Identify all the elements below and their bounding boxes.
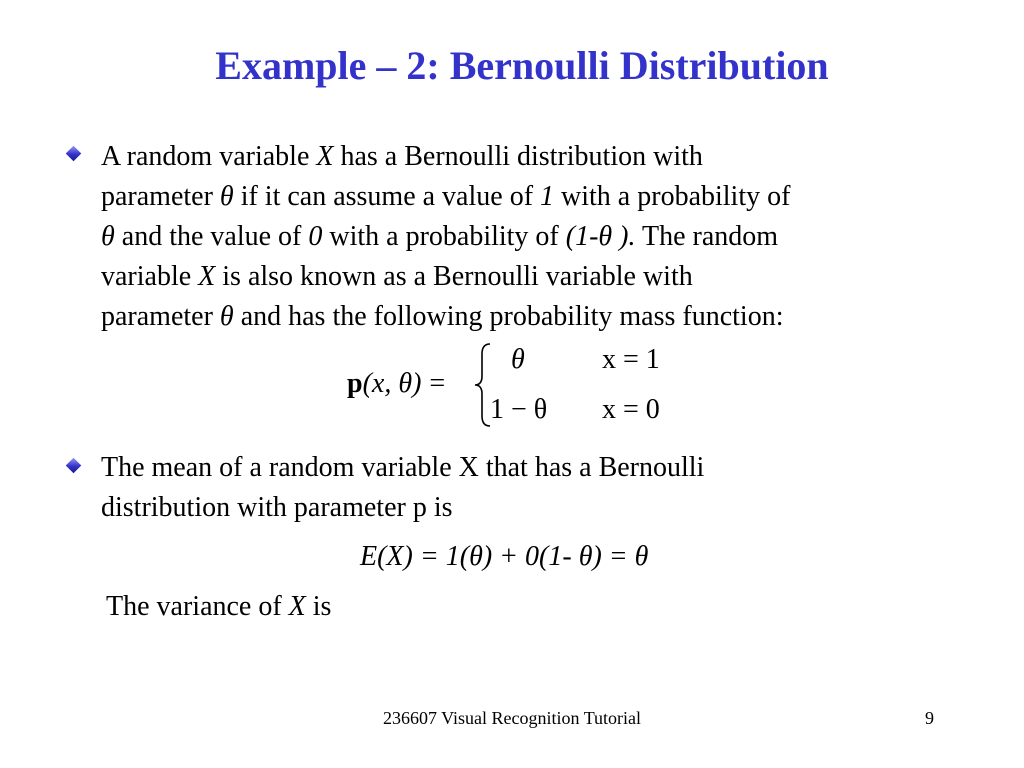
bullet1-line1 — [101, 137, 703, 177]
slide-title: Example – 2: Bernoulli Distribution — [215, 43, 829, 88]
text-segment: The variance of — [106, 591, 289, 622]
pmf-case1-condition: x = 1 — [602, 344, 660, 375]
text-segment: parameter — [101, 301, 220, 332]
text-segment: with a probability of — [322, 221, 566, 252]
pmf-args: (x, θ) — [362, 368, 422, 399]
page-number: 9 — [925, 708, 934, 728]
var-theta: θ — [219, 181, 234, 212]
pmf-case2-value: 1 − θ — [490, 394, 548, 425]
var-x: X — [198, 261, 216, 292]
text-segment: The random — [635, 221, 779, 252]
pmf-lhs — [347, 364, 445, 404]
var-theta: θ — [101, 221, 115, 252]
footer-text: 236607 Visual Recognition Tutorial — [382, 708, 642, 728]
text-segment: is — [305, 591, 332, 622]
pmf-case1-value: θ — [511, 344, 525, 375]
text-segment: if it can assume a value of — [233, 181, 541, 212]
value-zero: 0 — [308, 221, 323, 252]
text-segment: variable — [101, 261, 199, 292]
text-segment: A random variable — [101, 141, 317, 172]
var-x: X — [316, 141, 334, 172]
text-segment: and the value of — [114, 221, 309, 252]
one-minus-theta: (1-θ ). — [565, 221, 636, 252]
text-segment: has a Bernoulli distribution with — [333, 141, 703, 172]
bullet-diamond-icon — [66, 458, 81, 473]
pmf-case2-condition: x = 0 — [602, 394, 660, 425]
var-x: X — [288, 591, 306, 622]
bullet1-line3 — [101, 217, 778, 257]
variance-line — [106, 587, 331, 627]
pmf-p: p — [347, 368, 363, 399]
value-one: 1 — [540, 181, 555, 212]
bullet2-line1: The mean of a random variable X that has a Bernoulli — [101, 452, 705, 483]
pmf-equals: = — [429, 368, 446, 399]
var-theta: θ — [219, 301, 234, 332]
text-segment: parameter — [101, 181, 220, 212]
bullet1-line2 — [101, 177, 790, 217]
bullet1-line5 — [101, 297, 784, 337]
bullet1-line4 — [101, 257, 693, 297]
mean-formula: E(X) = 1(θ) + 0(1- θ) = θ — [360, 541, 649, 572]
bullet-diamond-icon — [66, 146, 81, 161]
bullet2-line2: distribution with parameter p is — [101, 492, 453, 523]
text-segment: and has the following probability mass function: — [233, 301, 784, 332]
text-segment: is also known as a Bernoulli variable with — [215, 261, 693, 292]
text-segment: with a probability of — [554, 181, 791, 212]
